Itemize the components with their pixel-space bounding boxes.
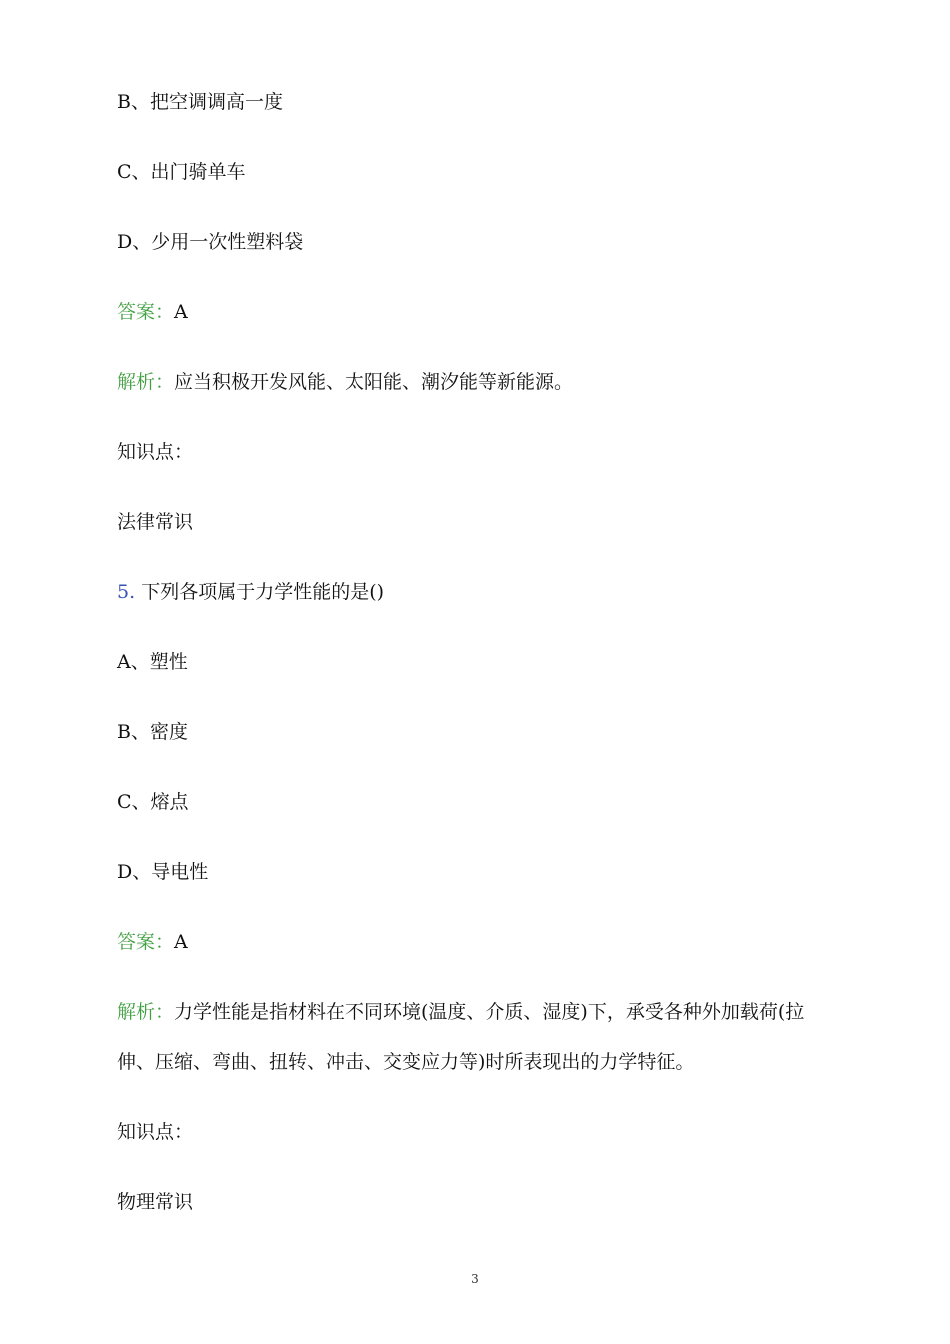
q5-question-text: 下列各项属于力学性能的是() [141,581,385,603]
q4-option-b: B、把空调调高一度 [117,91,283,113]
q4-analysis [117,370,573,394]
q4-knowledge-value: 法律常识 [117,511,194,533]
q5-answer-label: 答案： [117,931,175,953]
q5-answer [117,930,188,954]
q5-knowledge-value: 物理常识 [117,1191,194,1213]
q5-question [117,580,384,604]
q4-answer [117,300,188,324]
q4-analysis-text: 应当积极开发风能、太阳能、潮汐能等新能源。 [174,371,574,393]
q4-knowledge-label: 知识点： [117,441,194,463]
q4-option-d: D、少用一次性塑料袋 [117,231,304,253]
page-number: 3 [471,1272,479,1286]
q5-analysis-line1: 力学性能是指材料在不同环境(温度、介质、湿度)下，承受各种外加载荷(拉 [174,1001,805,1023]
q5-answer-value: A [174,931,188,953]
q4-analysis-label: 解析： [117,371,175,393]
q5-option-d: D、导电性 [117,861,209,883]
q5-analysis [117,1000,804,1024]
q5-knowledge-label: 知识点： [117,1121,194,1143]
q5-analysis-label: 解析： [117,1001,175,1023]
q4-answer-label: 答案： [117,301,175,323]
q5-number: 5. [117,581,136,603]
q5-analysis-line2: 伸、压缩、弯曲、扭转、冲击、交变应力等)时所表现出的力学特征。 [117,1051,695,1073]
q5-option-c: C、熔点 [117,791,189,813]
q4-option-c: C、出门骑单车 [117,161,246,183]
q5-option-a: A、塑性 [117,651,188,673]
q4-answer-value: A [174,301,188,323]
q5-option-b: B、密度 [117,721,188,743]
